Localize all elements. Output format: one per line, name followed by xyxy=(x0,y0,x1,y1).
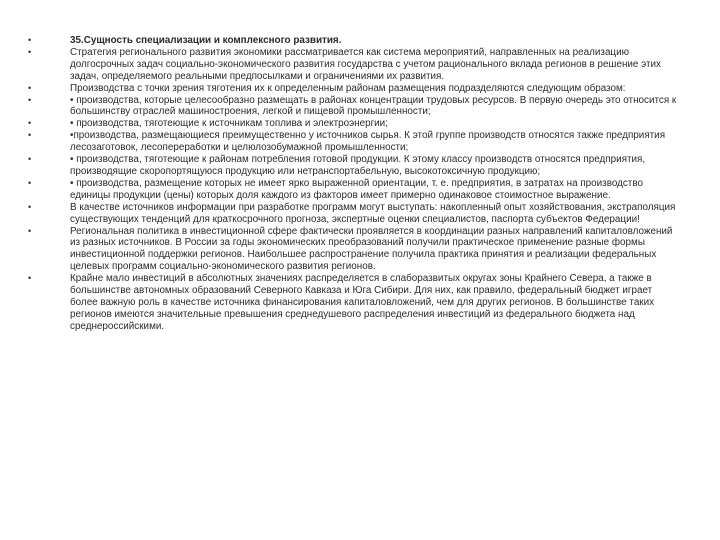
paragraph-text: Региональная политика в инвестиционной сфере фактически проявляется в координации разных направлений капиталовложений из разных источников. В России за годы экономических преобразований получили практическое применение разные формы инвестиционной поддержки регионов. Наибольшее распространение получила практика принятия и реализации федеральных целевых программ социально-экономического развития регионов. xyxy=(70,225,673,273)
list-item xyxy=(28,118,678,130)
list-item xyxy=(28,47,678,83)
paragraph-text: • производства, размещение которых не имеет ярко выраженной ориентации, т. е. предприятия, в затратах на производство единицы продукции (цены) которых доля каждого из факторов имеет примерно одинаковое стоимостное выражение. xyxy=(70,177,643,201)
paragraph-text: Крайне мало инвестиций в абсолютных значениях распределяется в слаборазвитых округах зоны Крайнего Севера, а также в большинстве автономных образований Северного Кавказа и Юга Сибири. Для них, как правило, федеральный бюджет играет более важную роль в качестве источника финансирования капиталовложений, чем для других регионов. В большинстве таких регионов имеются значительные превышения среднедушевого распределения инвестиций из федерального бюджета над среднероссийскими. xyxy=(70,273,655,332)
list-item xyxy=(28,95,678,119)
bullet-icon: • xyxy=(28,46,32,57)
bullet-icon: • xyxy=(28,225,32,236)
list-item xyxy=(28,273,678,333)
paragraph-text: Стратегия регионального развития экономики рассматривается как система мероприятий, направленных на реализацию долгосрочных задач социально-экономического развития государства с учетом рационального вклада регионов в решение этих задач, определяемого реальными предпосылками и ограничениями их развития. xyxy=(70,46,661,82)
paragraph-text: • производства, тяготеющие к источникам топлива и электроэнергии; xyxy=(70,118,388,130)
paragraph-text: В качестве источников информации при разработке программ могут выступать: накопленный опыт хозяйствования, экстраполяция существующих тенденций для краткосрочного прогноза, экспертные оценки специалистов, паспорта субъектов Федерации! xyxy=(70,201,676,225)
paragraph-text: Производства с точки зрения тяготения их к определенным районам размещения подразделяются следующим образом: xyxy=(70,82,626,94)
list-item xyxy=(28,202,678,226)
bullet-icon: • xyxy=(28,94,32,105)
bullet-icon: • xyxy=(28,201,32,212)
list-item xyxy=(28,35,678,47)
bullet-icon: • xyxy=(28,82,32,93)
bullet-icon: • xyxy=(28,273,32,284)
list-item xyxy=(28,178,678,202)
bullet-icon: • xyxy=(28,177,32,188)
list-item xyxy=(28,83,678,95)
bullet-list xyxy=(28,35,678,333)
paragraph-text: • производства, тяготеющие к районам потребления готовой продукции. К этому классу производств относятся предприятия, производящие скоропортящуюся продукцию или нетранспортабельную, высокотоксичную продукцию; xyxy=(70,154,646,177)
bullet-icon: • xyxy=(28,130,32,141)
paragraph-text: • производства, которые целесообразно размещать в районах концентрации трудовых ресурсов. В первую очередь это относится к большинству отраслей машиностроения, легкой и пищевой промышленности; xyxy=(70,94,677,118)
paragraph-text: •производства, размещающиеся преимущественно у источников сырья. К этой группе производств относятся также предприятия лесозаготовок, лесопереработки и целюлозобумажной промышленности; xyxy=(70,130,666,154)
bullet-icon: • xyxy=(28,154,32,165)
bullet-icon: • xyxy=(28,118,32,129)
slide-title: 35.Сущность специализации и комплексного развития. xyxy=(70,35,342,46)
bullet-icon: • xyxy=(28,35,32,45)
list-item xyxy=(28,154,678,178)
list-item xyxy=(28,226,678,274)
list-item xyxy=(28,130,678,154)
